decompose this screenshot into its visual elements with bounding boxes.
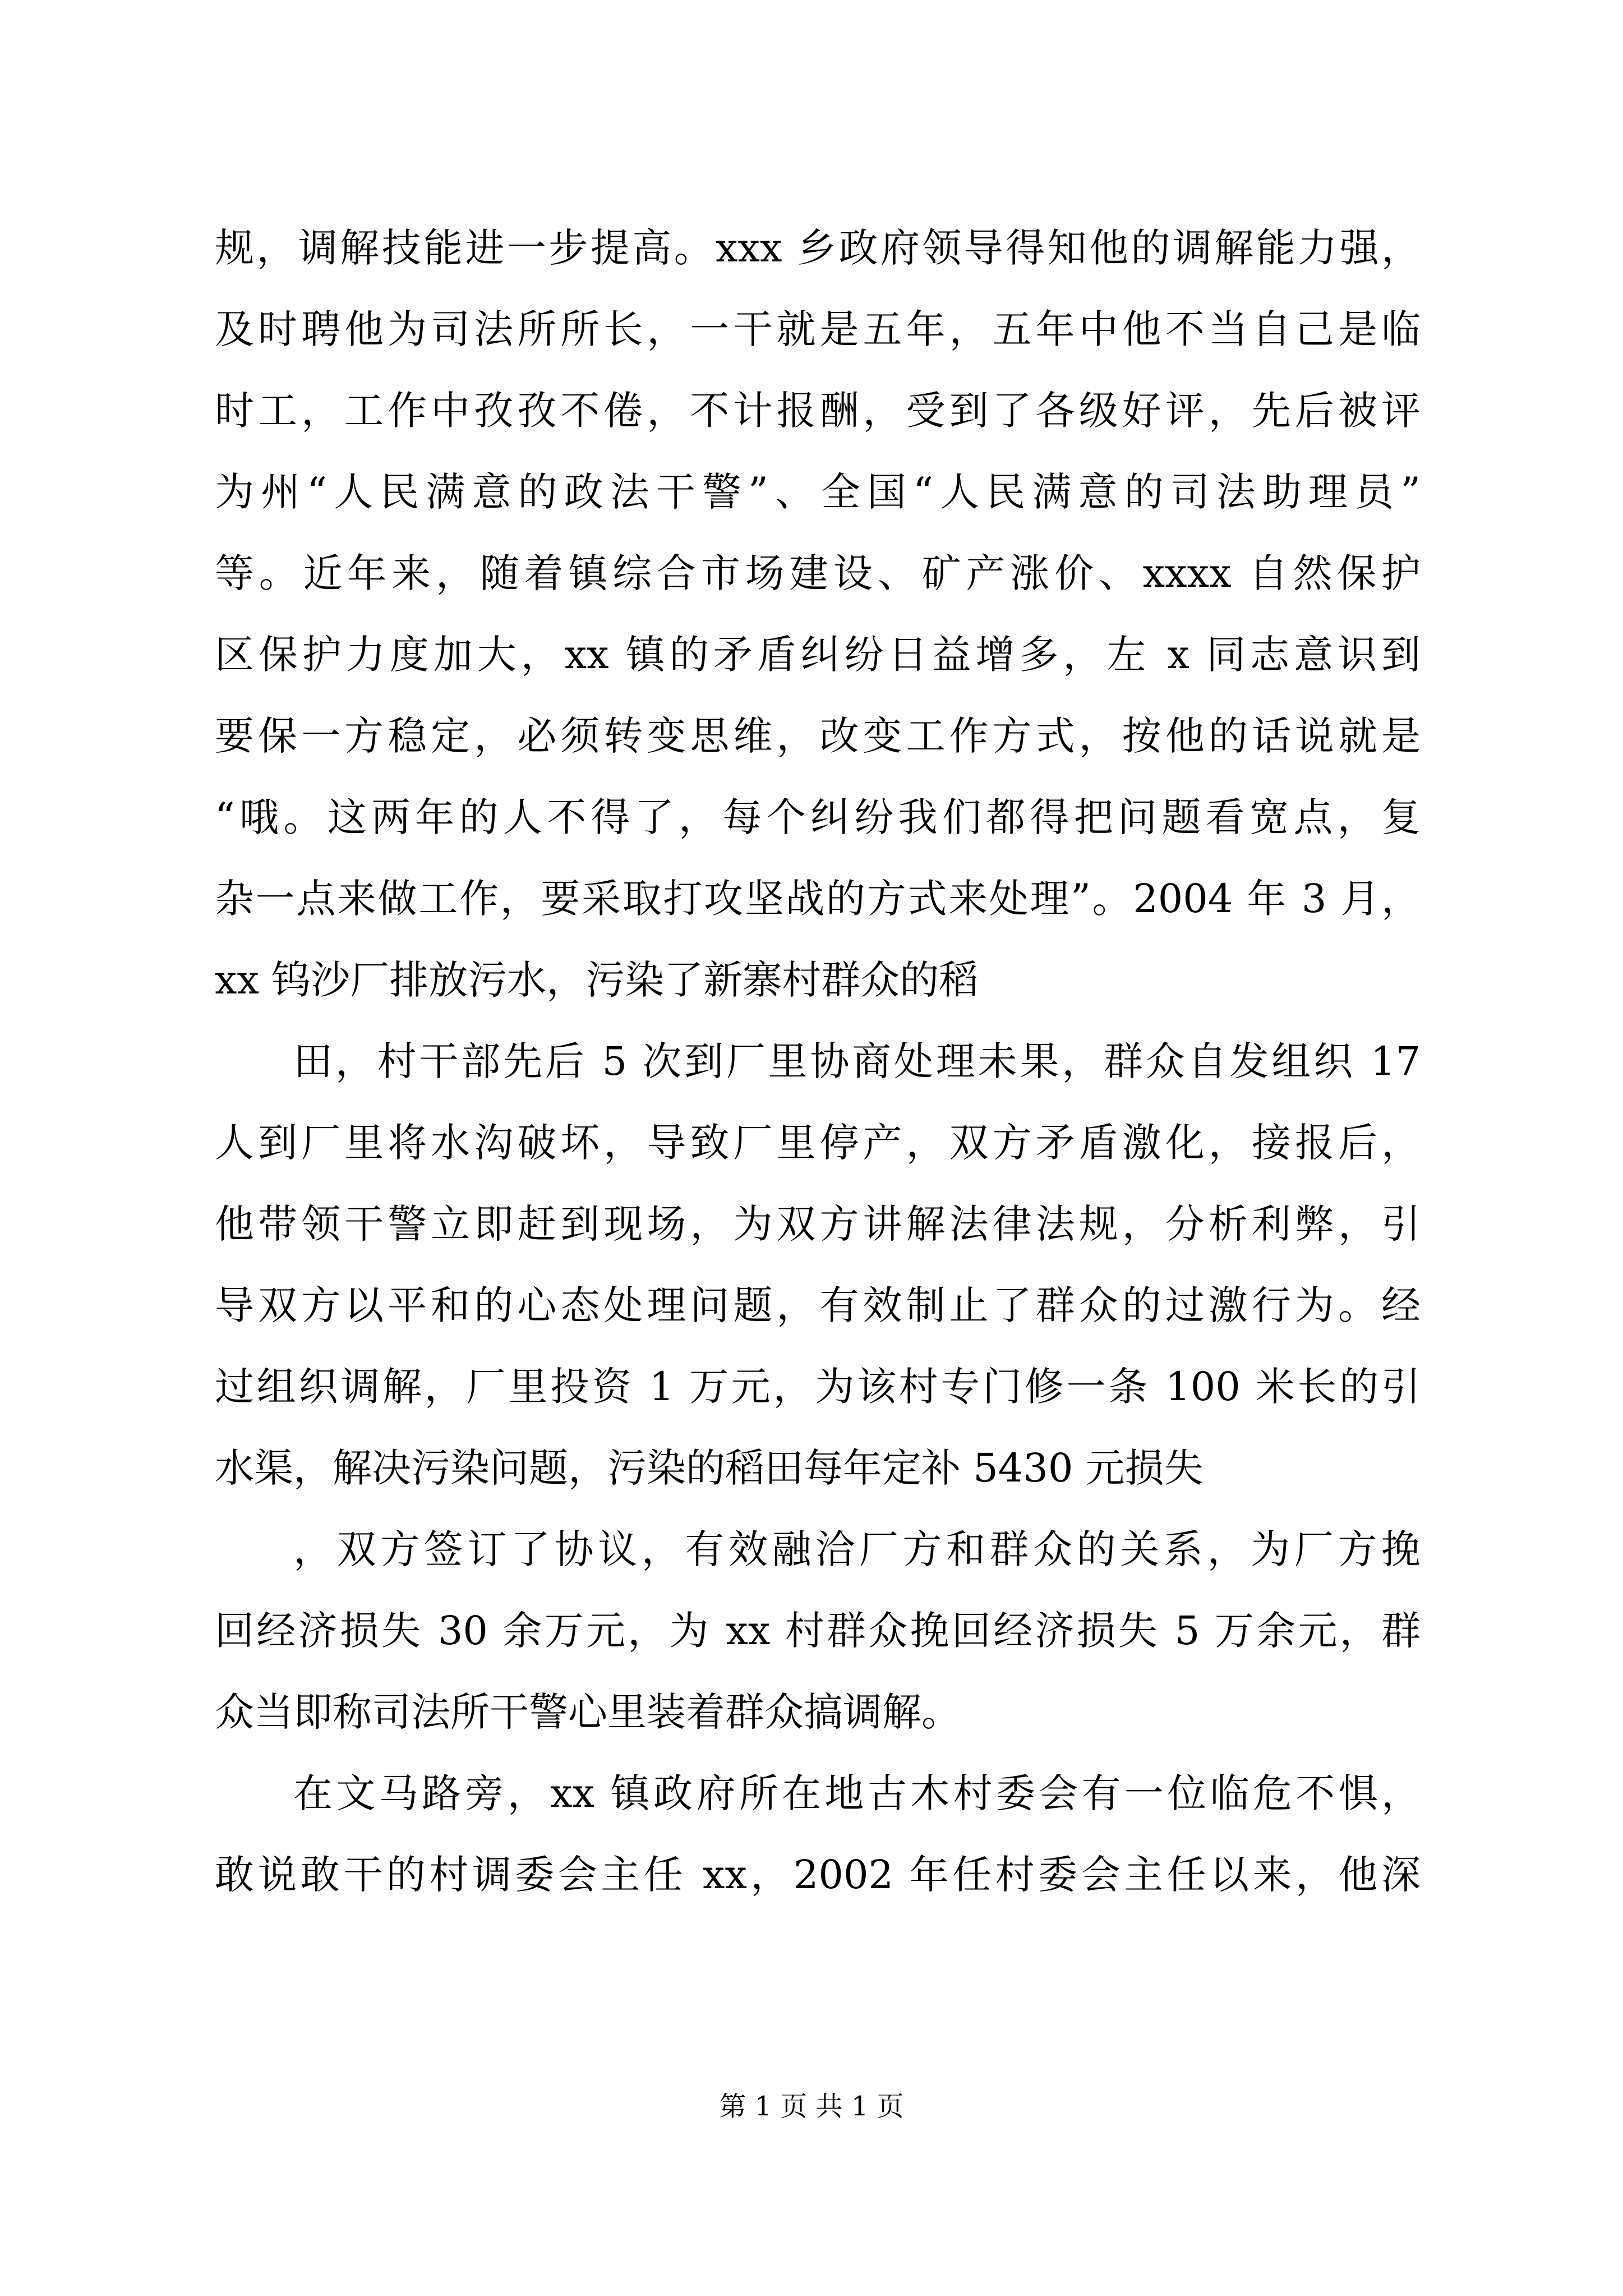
text-line: 他带领干警立即赶到现场，为双方讲解法律法规，分析利弊，引 <box>215 1201 1421 1247</box>
text-line: 要保一方稳定，必须转变思维，改变工作方式，按他的话说就是 <box>215 713 1421 759</box>
page-footer: 第 1 页 共 1 页 <box>719 2091 904 2122</box>
text-line: 杂一点来做工作，要采取打攻坚战的方式来处理”。2004 年 3 月， <box>215 876 1421 922</box>
text-line: ，双方签订了协议，有效融洽厂方和群众的关系，为厂方挽 <box>293 1526 1421 1572</box>
text-line: 在文马路旁，xx 镇政府所在地古木村委会有一位临危不惧， <box>293 1770 1421 1816</box>
text-line: 区保护力度加大，xx 镇的矛盾纠纷日益增多，左 x 同志意识到 <box>215 632 1421 678</box>
text-line: 及时聘他为司法所所长，一干就是五年，五年中他不当自己是临 <box>215 306 1421 352</box>
text-line: 时工，工作中孜孜不倦，不计报酬，受到了各级好评，先后被评 <box>215 388 1421 434</box>
text-line: 敢说敢干的村调委会主任 xx，2002 年任村委会主任以来，他深 <box>215 1852 1421 1898</box>
text-line: 众当即称司法所干警心里装着群众搞调解。 <box>215 1689 961 1735</box>
document-body <box>215 208 1421 1916</box>
text-line: 规，调解技能进一步提高。xxx 乡政府领导得知他的调解能力强， <box>215 225 1421 271</box>
text-line: “哦。这两年的人不得了，每个纠纷我们都得把问题看宽点，复 <box>215 794 1421 840</box>
text-line: 等。近年来，随着镇综合市场建设、矿产涨价、xxxx 自然保护 <box>215 550 1421 596</box>
text-line: 导双方以平和的心态处理问题，有效制止了群众的过激行为。经 <box>215 1282 1421 1328</box>
text-line: 人到厂里将水沟破坏，导致厂里停产，双方矛盾激化，接报后， <box>215 1120 1421 1166</box>
text-line: 回经济损失 30 余万元，为 xx 村群众挽回经济损失 5 万余元，群 <box>215 1608 1421 1654</box>
text-line: 过组织调解，厂里投资 1 万元，为该村专门修一条 100 米长的引 <box>215 1364 1421 1410</box>
text-line: 为州“人民满意的政法干警”、全国“人民满意的司法助理员” <box>215 469 1421 515</box>
text-line: 田，村干部先后 5 次到厂里协商处理未果，群众自发组织 17 <box>293 1038 1421 1084</box>
text-line: xx 钨沙厂排放污水，污染了新寨村群众的稻 <box>215 957 979 1003</box>
text-line: 水渠，解决污染问题，污染的稻田每年定补 5430 元损失 <box>215 1445 1204 1491</box>
